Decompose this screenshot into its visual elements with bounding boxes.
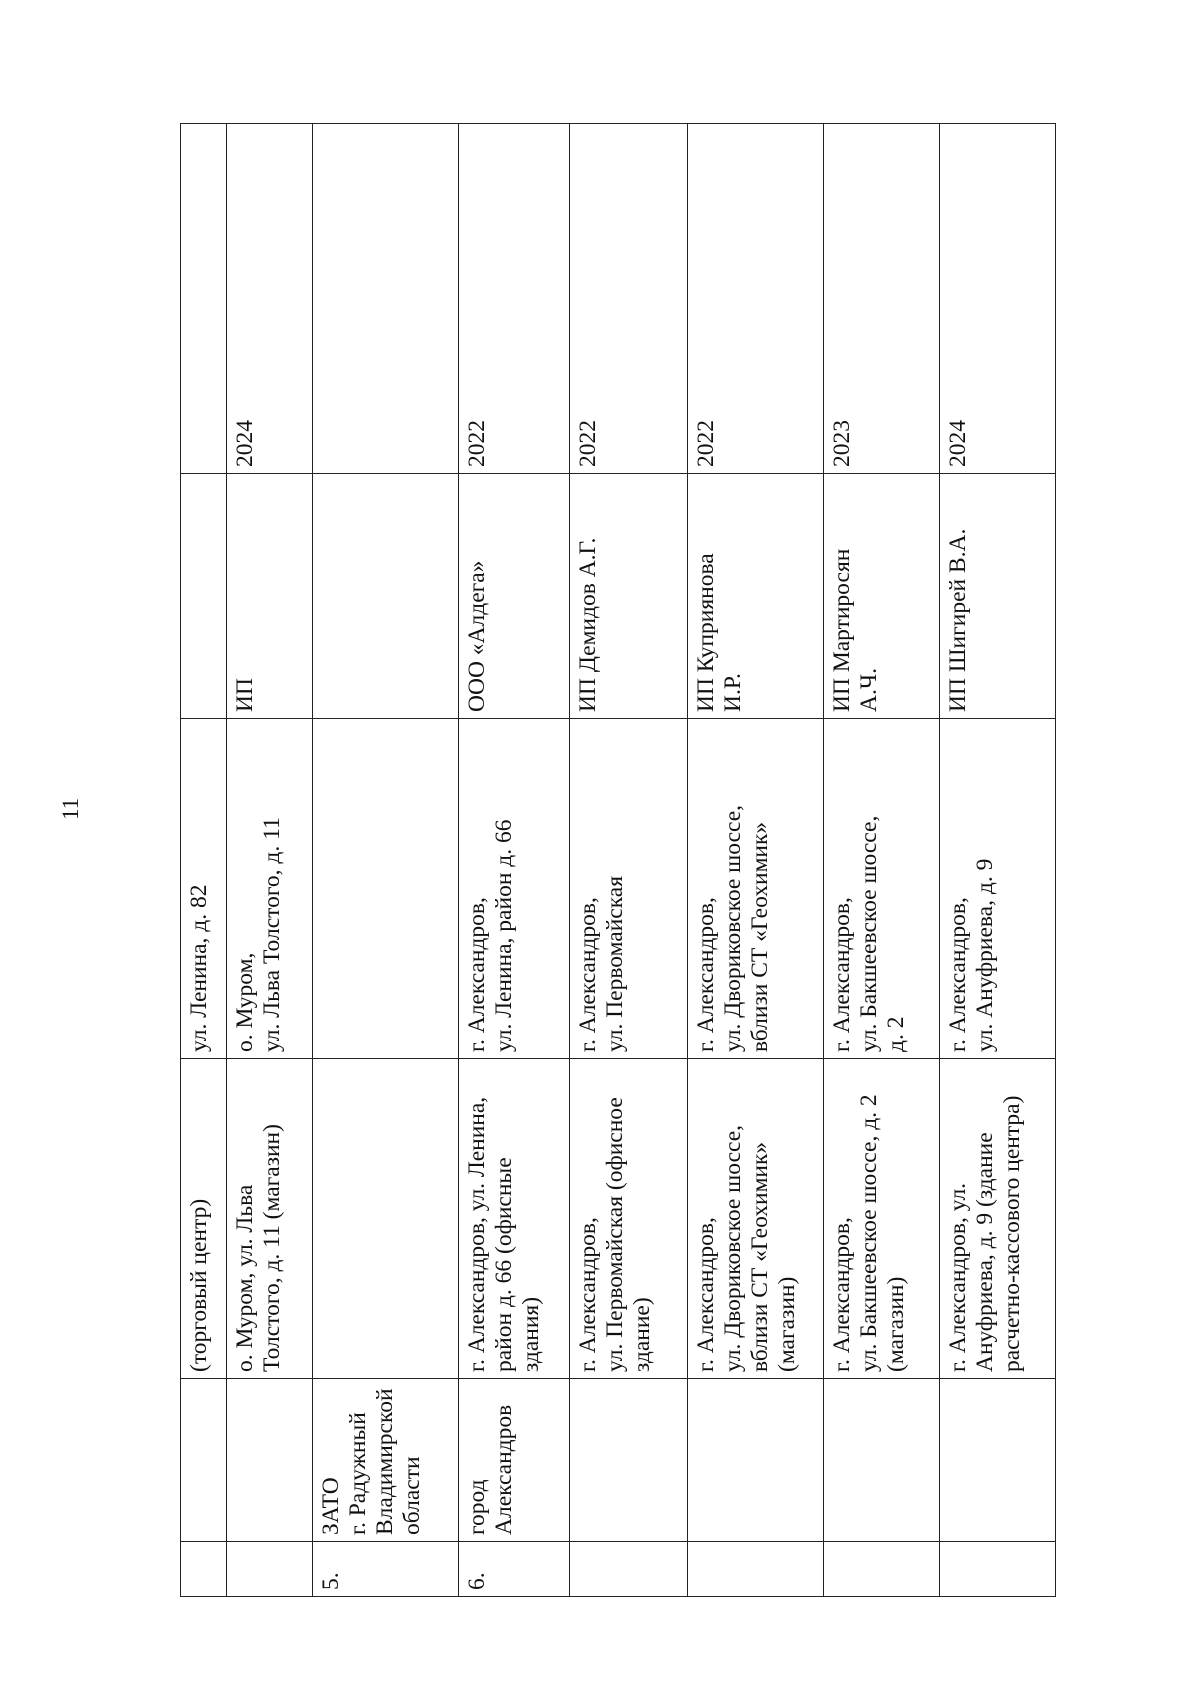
year-cell (570, 124, 688, 474)
municipality-cell (570, 1379, 688, 1542)
cell-line: город (464, 1479, 490, 1535)
row-number-cell (227, 1542, 313, 1597)
row-number-cell (940, 1542, 1056, 1597)
cell-line: ул. Льва Толстого, д. 11 (259, 817, 286, 1052)
cell-line: расчетно-кассового центра) (999, 1095, 1026, 1372)
row-number-cell (181, 1542, 227, 1597)
cell-text: 2024 (232, 420, 258, 467)
object-cell (227, 1059, 313, 1379)
cell-line: здания) (518, 1296, 545, 1372)
owner-cell (824, 474, 940, 719)
cell-line: г. Александров, (575, 1217, 601, 1372)
cell-line: А.Ч. (856, 668, 883, 712)
cell-line: ул. Первомайская (602, 875, 629, 1052)
owner-cell (688, 474, 824, 719)
table-row (824, 124, 940, 1597)
address-cell (570, 719, 688, 1059)
cell-line: ИП (232, 678, 258, 712)
cell-text: 5. (318, 1572, 344, 1590)
year-cell (688, 124, 824, 474)
row-number-cell (570, 1542, 688, 1597)
municipality-cell (313, 1379, 459, 1542)
cell-line: о. Муром, ул. Льва (232, 1184, 258, 1372)
row-number-cell (313, 1542, 459, 1597)
row-number-cell (459, 1542, 570, 1597)
cell-line: г. Александров, (575, 897, 601, 1052)
cell-line: ул. Бакшеевское шоссе, д. 2 (856, 1094, 883, 1372)
object-cell (459, 1059, 570, 1379)
cell-line: ИП Шигирей В.А. (945, 528, 971, 712)
page-number: 11 (58, 797, 83, 820)
cell-line: ул. Ленина, район д. 66 (491, 819, 518, 1052)
cell-line: ИП Мартиросян (829, 548, 855, 712)
cell-text: 6. (464, 1572, 490, 1590)
cell-line: Владимирской (372, 1388, 399, 1535)
table-row (227, 124, 313, 1597)
address-cell (181, 719, 227, 1059)
year-cell (181, 124, 227, 474)
row-number-cell (688, 1542, 824, 1597)
owner-cell (570, 474, 688, 719)
cell-line: о. Муром, (232, 952, 258, 1052)
cell-line: Ануфриева, д. 9 (здание (972, 1132, 999, 1372)
cell-line: ул. Бакшеевское шоссе, (856, 815, 883, 1052)
table-row (459, 124, 570, 1597)
table-row (688, 124, 824, 1597)
cell-line: район д. 66 (офисные (491, 1157, 518, 1372)
cell-line: ЗАТО (318, 1477, 344, 1535)
cell-line: ИП Демидов А.Г. (575, 537, 601, 712)
year-cell (227, 124, 313, 474)
object-cell (824, 1059, 940, 1379)
cell-line: г. Александров, (693, 897, 719, 1052)
owner-cell (313, 474, 459, 719)
objects-table (180, 123, 1056, 1597)
cell-line: области (399, 1456, 426, 1535)
cell-line: г. Радужный (345, 1412, 372, 1535)
municipality-cell (824, 1379, 940, 1542)
cell-text: 2023 (829, 420, 855, 467)
year-cell (313, 124, 459, 474)
owner-cell (227, 474, 313, 719)
cell-line: ул. Двориковское шоссе, (720, 1124, 747, 1372)
cell-line: ул. Ленина, д. 82 (186, 884, 212, 1052)
cell-text: 2022 (575, 420, 601, 467)
cell-line: г. Александров, (945, 897, 971, 1052)
object-cell (181, 1059, 227, 1379)
address-cell (227, 719, 313, 1059)
municipality-cell (459, 1379, 570, 1542)
cell-text: 2022 (464, 420, 490, 467)
cell-line: ул. Первомайская (офисное (602, 1097, 629, 1372)
table-row (570, 124, 688, 1597)
cell-line: вблизи СТ «Геохимик» (747, 821, 774, 1052)
owner-cell (940, 474, 1056, 719)
year-cell (459, 124, 570, 474)
cell-line: вблизи СТ «Геохимик» (747, 1141, 774, 1372)
object-cell (688, 1059, 824, 1379)
table-row (940, 124, 1056, 1597)
cell-line: И.Р. (720, 673, 747, 712)
cell-line: Толстого, д. 11 (магазин) (259, 1124, 286, 1372)
cell-line: здание) (629, 1297, 656, 1372)
municipality-cell (227, 1379, 313, 1542)
row-number-cell (824, 1542, 940, 1597)
cell-line: г. Александров, ул. Ленина, (464, 1096, 490, 1372)
municipality-cell (181, 1379, 227, 1542)
municipality-cell (940, 1379, 1056, 1542)
cell-text: 2022 (693, 420, 719, 467)
cell-line: Александров (491, 1404, 518, 1535)
cell-line: д. 2 (883, 1016, 910, 1052)
cell-line: (торговый центр) (186, 1198, 212, 1372)
address-cell (313, 719, 459, 1059)
address-cell (459, 719, 570, 1059)
cell-line: ООО «Алдега» (464, 560, 490, 712)
municipality-cell (688, 1379, 824, 1542)
cell-line: (магазин) (883, 1276, 910, 1372)
cell-line: ул. Ануфриева, д. 9 (972, 858, 999, 1052)
object-cell (313, 1059, 459, 1379)
cell-line: ул. Двориковское шоссе, (720, 804, 747, 1052)
cell-text: 2024 (945, 420, 971, 467)
cell-line: ИП Куприянова (693, 553, 719, 712)
address-cell (940, 719, 1056, 1059)
object-cell (940, 1059, 1056, 1379)
rotated-table-container (180, 124, 1088, 1597)
cell-line: г. Александров, (693, 1217, 719, 1372)
cell-line: г. Александров, (829, 897, 855, 1052)
address-cell (824, 719, 940, 1059)
year-cell (940, 124, 1056, 474)
table-row (181, 124, 227, 1597)
cell-line: г. Александров, (464, 897, 490, 1052)
owner-cell (181, 474, 227, 719)
cell-line: (магазин) (774, 1276, 801, 1372)
object-cell (570, 1059, 688, 1379)
table-body (181, 124, 1056, 1597)
cell-line: г. Александров, (829, 1217, 855, 1372)
cell-line: г. Александров, ул. (945, 1182, 971, 1372)
owner-cell (459, 474, 570, 719)
table-row (313, 124, 459, 1597)
year-cell (824, 124, 940, 474)
address-cell (688, 719, 824, 1059)
